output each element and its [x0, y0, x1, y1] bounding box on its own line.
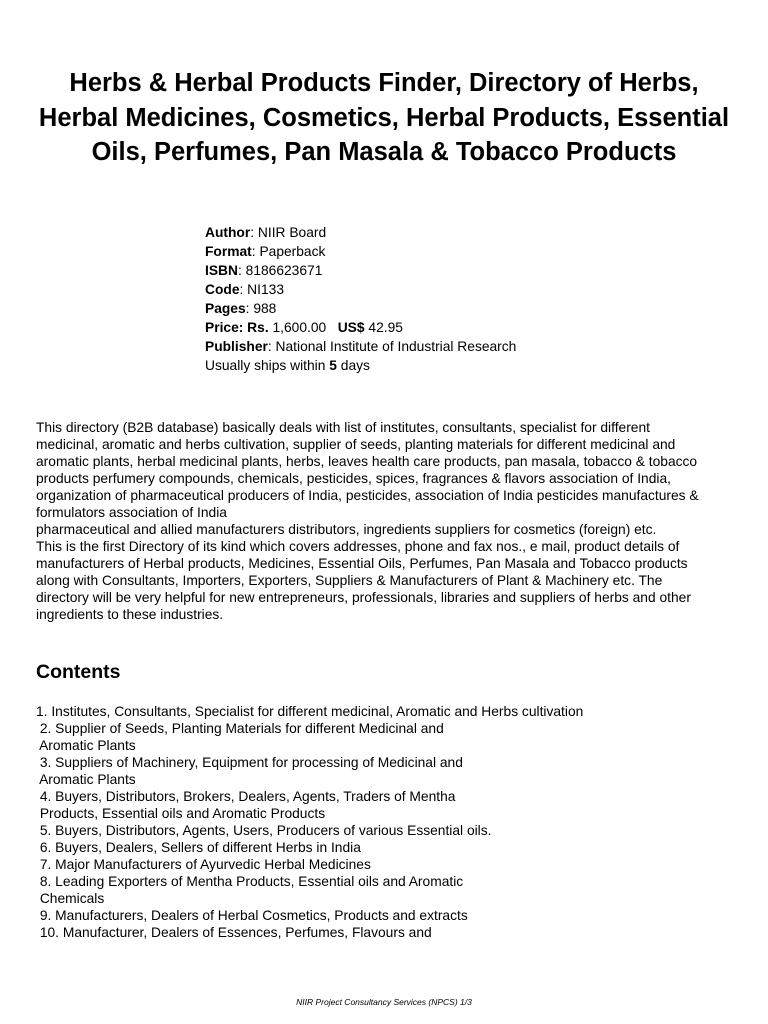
contents-item: 5. Buyers, Distributors, Agents, Users, Producers of various Essential oils.	[36, 823, 492, 838]
publisher-label: Publisher	[205, 339, 268, 354]
description-line: directory will be very helpful for new entrepreneurs, professionals, libraries and suppliers of herbs and other	[36, 590, 691, 605]
contents-item: 8. Leading Exporters of Mentha Products, Essential oils and Aromatic	[36, 874, 464, 889]
contents-item: 2. Supplier of Seeds, Planting Materials for different Medicinal and	[36, 721, 444, 736]
author-row: Author: NIIR Board	[205, 225, 327, 240]
isbn-row: ISBN: 8186623671	[205, 263, 323, 278]
publisher-row: Publisher: National Institute of Industrial Research	[205, 339, 517, 354]
pages-label: Pages	[205, 301, 246, 316]
code-value: NI133	[247, 282, 284, 297]
description-line: manufacturers of Herbal products, Medicines, Essential Oils, Perfumes, Pan Masala and Tobacco products	[36, 556, 688, 571]
description-line: products perfumery compounds, chemicals, pesticides, spices, fragrances & flavors association of India,	[36, 471, 671, 486]
description	[36, 419, 736, 623]
price-row	[205, 318, 516, 337]
page-title: Herbs & Herbal Products Finder, Directory of Herbs, Herbal Medicines, Cosmetics, Herbal Products, Essential Oils, Perfumes, Pan Masala & Tobacco Products	[38, 69, 730, 166]
contents-item: 4. Buyers, Distributors, Brokers, Dealers, Agents, Traders of Mentha	[36, 789, 456, 804]
page-footer: NIIR Project Consultancy Services (NPCS) 1/3	[296, 997, 472, 1007]
contents-item: 7. Major Manufacturers of Ayurvedic Herbal Medicines	[36, 857, 371, 872]
price-rs-value: 1,600.00	[272, 320, 327, 335]
price-usd-value: 42.95	[368, 320, 403, 335]
ships-prefix: Usually ships within	[205, 358, 326, 373]
author-label: Author	[205, 225, 251, 240]
pages-value: 988	[253, 301, 277, 316]
description-line: formulators association of India	[36, 505, 227, 520]
price-label: Price: Rs.	[205, 320, 269, 335]
contents-item: 6. Buyers, Dealers, Sellers of different Herbs in India	[36, 840, 361, 855]
description-line: This is the first Directory of its kind which covers addresses, phone and fax nos., e mail, product details of	[36, 539, 680, 554]
description-line: aromatic plants, herbal medicinal plants, herbs, leaves health care products, pan masala, tobacco & tobacco	[36, 454, 698, 469]
contents-item: 1. Institutes, Consultants, Specialist for different medicinal, Aromatic and Herbs cultivation	[36, 704, 584, 719]
format-row: Format: Paperback	[205, 244, 326, 259]
ships-suffix: days	[340, 358, 370, 373]
book-details	[205, 223, 516, 375]
description-line: pharmaceutical and allied manufacturers distributors, ingredients suppliers for cosmetics (foreign) etc.	[36, 522, 657, 537]
description-line: medicinal, aromatic and herbs cultivation, supplier of seeds, planting materials for different medicinal and	[36, 437, 676, 452]
contents-heading: Contents	[36, 661, 121, 683]
description-line: along with Consultants, Importers, Exporters, Suppliers & Manufacturers of Plant & Machinery etc. The	[36, 573, 663, 588]
description-line: ingredients to these industries.	[36, 607, 224, 622]
contents-item: 9. Manufacturers, Dealers of Herbal Cosmetics, Products and extracts	[36, 908, 468, 923]
shipping-row	[205, 356, 516, 375]
price-usd-label: US$	[337, 320, 365, 335]
contents-list	[36, 703, 726, 941]
contents-item: Chemicals	[36, 891, 105, 906]
code-label: Code	[205, 282, 240, 297]
contents-item: Products, Essential oils and Aromatic Products	[36, 806, 326, 821]
pages-row: Pages: 988	[205, 301, 277, 316]
code-row: Code: NI133	[205, 282, 284, 297]
description-line: This directory (B2B database) basically deals with list of institutes, consultants, specialist for different	[36, 420, 650, 435]
contents-item: Aromatic Plants	[36, 772, 136, 787]
contents-item: 10. Manufacturer, Dealers of Essences, Perfumes, Flavours and	[36, 925, 432, 940]
publisher-value: National Institute of Industrial Research	[275, 339, 517, 354]
author-value: NIIR Board	[257, 225, 327, 240]
description-line: organization of pharmaceutical producers of India, pesticides, association of India pesticides manufactures &	[36, 488, 699, 503]
isbn-value: 8186623671	[245, 263, 323, 278]
contents-item: Aromatic Plants	[36, 738, 136, 753]
ships-days: 5	[329, 358, 337, 373]
isbn-label: ISBN	[205, 263, 238, 278]
format-value: Paperback	[259, 244, 326, 259]
contents-item: 3. Suppliers of Machinery, Equipment for processing of Medicinal and	[36, 755, 463, 770]
format-label: Format	[205, 244, 252, 259]
